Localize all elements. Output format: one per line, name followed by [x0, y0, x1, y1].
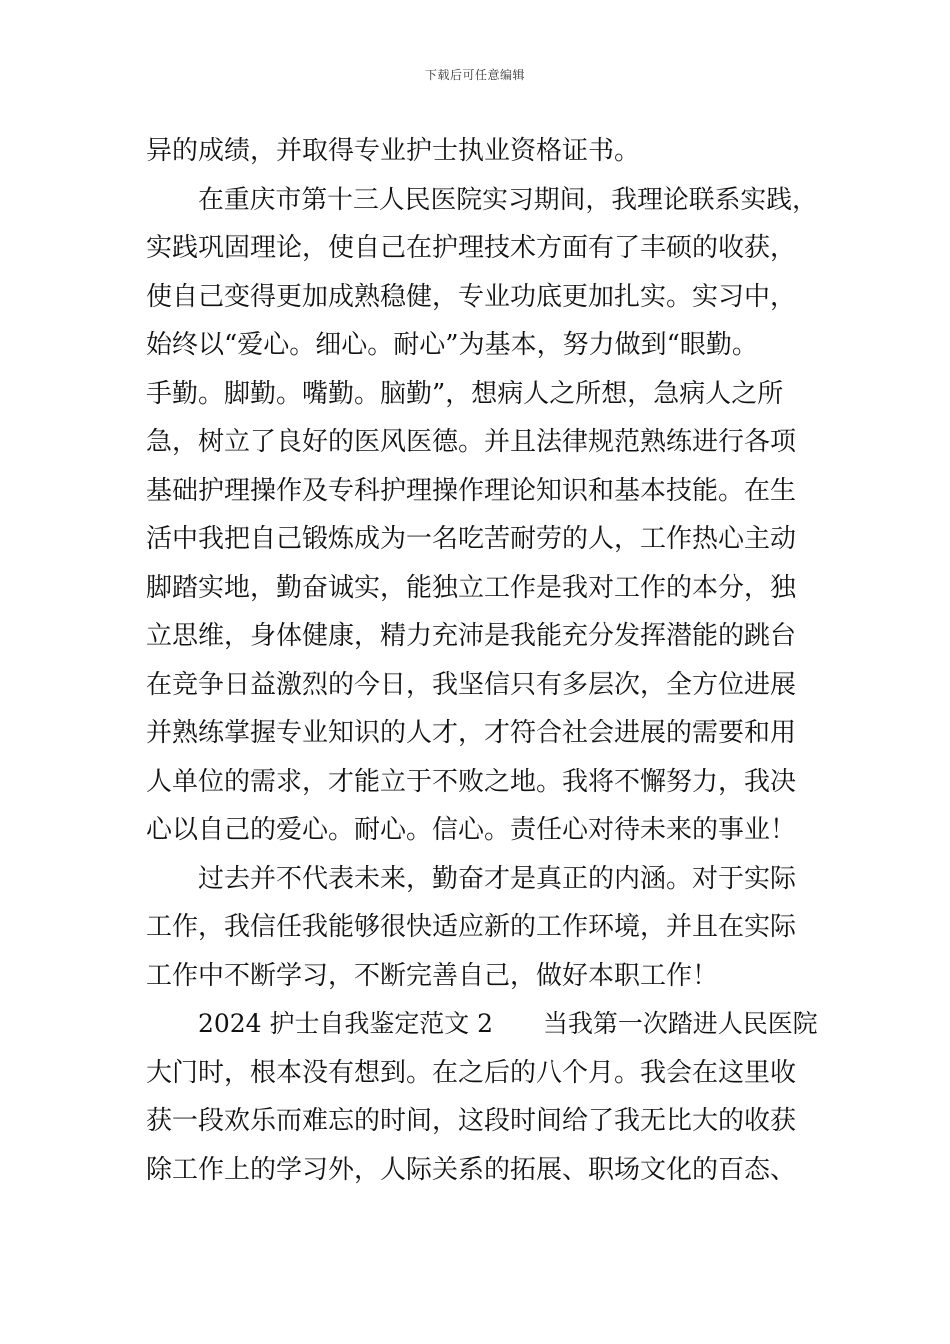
text-line: 手勤。脚勤。嘴勤。脑勤”，想病人之所想，急病人之所 — [146, 378, 784, 409]
text-line: 脚踏实地，勤奋诚实，能独立工作是我对工作的本分，独 — [146, 572, 797, 603]
text-line: 大门时，根本没有想到。在之后的八个月。我会在这里收 — [146, 1057, 797, 1088]
text-line: 异的成绩，并取得专业护士执业资格证书。 — [146, 136, 641, 166]
page-header-note: 下载后可任意编辑 — [424, 68, 525, 82]
text-line: 在竞争日益激烈的今日，我坚信只有多层次，全方位进展 — [146, 669, 797, 700]
document-body — [146, 127, 818, 1194]
text-line: 人单位的需求，才能立于不败之地。我将不懈努力，我决 — [146, 766, 797, 797]
text-line: 在重庆市第十三人民医院实习期间，我理论联系实践， — [198, 184, 818, 215]
text-line: 除工作上的学习外，人际关系的拓展、职场文化的百态、 — [146, 1154, 797, 1185]
text-line: 并熟练掌握专业知识的人才，才符合社会进展的需要和用 — [146, 718, 797, 748]
text-line: 工作中不断学习，不断完善自己，做好本职工作！ — [146, 960, 719, 991]
text-line: 过去并不代表未来，勤奋才是真正的内涵。对于实际 — [198, 863, 797, 894]
text-line: 实践巩固理论，使自己在护理技术方面有了丰硕的收获， — [146, 233, 797, 263]
text-line: 急，树立了良好的医风医德。并且法律规范熟练进行各项 — [146, 427, 797, 457]
text-line: 工作，我信任我能够很快适应新的工作环境，并且在实际 — [146, 912, 797, 942]
text-line: 立思维，身体健康，精力充沛是我能充分发挥潜能的跳台 — [146, 621, 797, 651]
text-line-section-heading: 2024 护士自我鉴定范文 2 当我第一次踏进人民医院 — [198, 1009, 818, 1038]
text-line: 使自己变得更加成熟稳健，专业功底更加扎实。实习中， — [146, 281, 797, 312]
text-line: 获一段欢乐而难忘的时间，这段时间给了我无比大的收获 — [146, 1106, 797, 1136]
text-line: 基础护理操作及专科护理操作理论知识和基本技能。在生 — [146, 475, 797, 506]
text-line: 始终以“爱心。细心。耐心”为基本，努力做到“眼勤。 — [146, 330, 758, 360]
text-line: 心以自己的爱心。耐心。信心。责任心对待未来的事业！ — [146, 815, 797, 845]
text-line: 活中我把自己锻炼成为一名吃苦耐劳的人，工作热心主动 — [146, 524, 797, 554]
